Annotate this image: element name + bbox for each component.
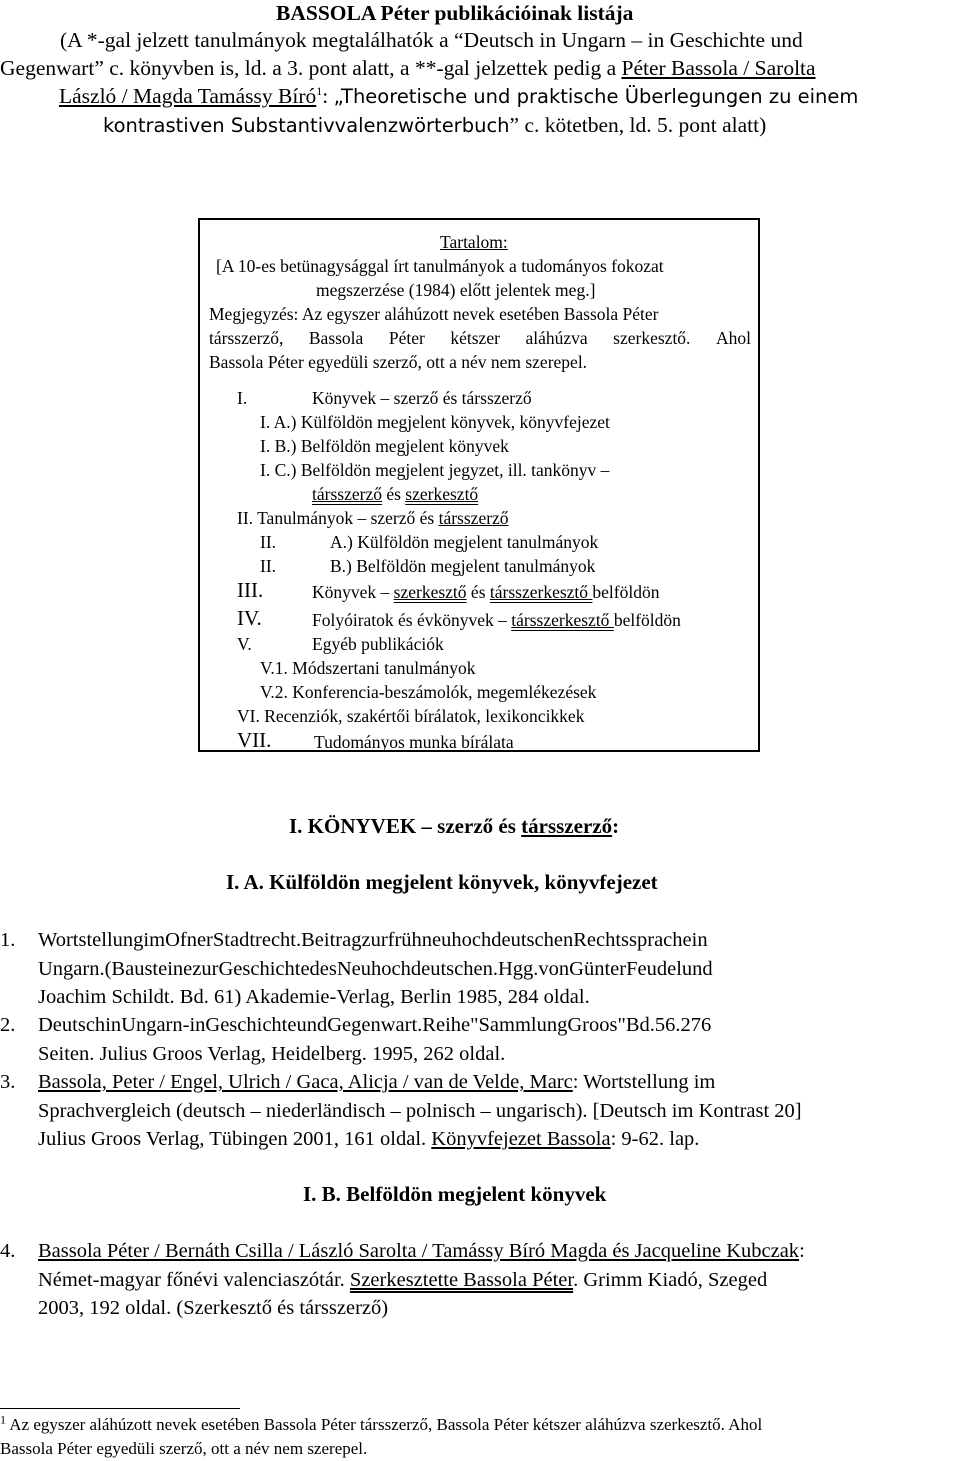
header-line-2: (A *-gal jelzett tanulmányok megtalálhatók a “Deutsch in Ungarn – in Geschichte und bbox=[60, 28, 803, 52]
header-line-5: kontrastiven Substantivvalenzwörterbuch” c. kötetben, ld. 5. pont alatt) bbox=[103, 113, 767, 137]
item2-line1: DeutschinUngarn-inGeschichteundGegenwart.Reihe"SammlungGroos"Bd.56.276 bbox=[38, 1014, 712, 1036]
item3-authors-link[interactable]: Bassola, Peter / Engel, Ulrich / Gaca, Alicja / van de Velde, Marc bbox=[38, 1071, 573, 1093]
toc-ic-cont[interactable]: társszerző és szerkesztő bbox=[312, 484, 479, 504]
toc-note2-line2: társszerző, Bassola Péter kétszer aláhúzva szerkesztő. Ahol bbox=[209, 328, 751, 348]
toc-ib[interactable]: I. B.) Belföldön megjelent könyvek bbox=[260, 436, 509, 456]
subsection-a-heading: I. A. Külföldön megjelent könyvek, könyvfejezet bbox=[226, 870, 658, 894]
item1-line1: WortstellungimOfnerStadtrecht.BeitragzurfrühneuhochdeutschenRechtssprachein bbox=[38, 929, 708, 951]
section-heading: I. KÖNYVEK – szerző és társszerző: bbox=[289, 814, 620, 838]
toc-iib[interactable]: B.) Belföldön megjelent tanulmányok bbox=[330, 556, 596, 576]
toc-ia[interactable]: I. A.) Külföldön megjelent könyvek, könyvfejezet bbox=[260, 412, 610, 432]
author-link[interactable]: Péter Bassola / Sarolta bbox=[621, 56, 816, 80]
toc-note2-line3: Bassola Péter egyedüli szerző, ott a név nem szerepel. bbox=[209, 352, 588, 372]
toc-note1-line1: [A 10-es betünagysággal írt tanulmányok a tudományos fokozat bbox=[216, 256, 664, 276]
author-link-cont[interactable]: László / Magda Tamássy Bíró bbox=[59, 84, 317, 108]
toc-i-num: I. bbox=[237, 388, 248, 408]
toc-note2-line1: Megjegyzés: Az egyszer aláhúzott nevek esetében Bassola Péter bbox=[209, 304, 659, 324]
toc-iii-num: III. bbox=[237, 578, 264, 602]
item4-line3: 2003, 192 oldal. (Szerkesztő és társszerző) bbox=[38, 1297, 389, 1319]
toc-box bbox=[198, 218, 760, 752]
toc-i[interactable]: Könyvek – szerző és társszerző bbox=[312, 388, 532, 408]
toc-ic[interactable]: I. C.) Belföldön megjelent jegyzet, ill. tankönyv – bbox=[260, 460, 610, 480]
item3-line2: Sprachvergleich (deutsch – niederländisch – polnisch – ungarisch). [Deutsch im Kontrast 20] bbox=[38, 1099, 802, 1122]
item4-line1: Bassola Péter / Bernáth Csilla / László Sarolta / Tamássy Bíró Magda és Jacqueline Kubczak: bbox=[38, 1240, 805, 1262]
toc-note1-line2: megszerzése (1984) előtt jelentek meg.] bbox=[316, 280, 596, 300]
item2-line2: Seiten. Julius Groos Verlag, Heidelberg. 1995, 262 oldal. bbox=[38, 1042, 506, 1065]
footnote-rule bbox=[0, 1408, 240, 1409]
page-title: BASSOLA Péter publikációinak listája bbox=[276, 1, 634, 25]
item4-editor-link[interactable]: Szerkesztette Bassola Péter bbox=[349, 1268, 574, 1291]
toc-title: Tartalom: bbox=[440, 232, 508, 252]
item3-line1: Bassola, Peter / Engel, Ulrich / Gaca, Alicja / van de Velde, Marc: Wortstellung im bbox=[38, 1071, 716, 1093]
item1-line3: Joachim Schildt. Bd. 61) Akademie-Verlag, Berlin 1985, 284 oldal. bbox=[38, 986, 590, 1008]
item1-line2: Ungarn.(BausteinezurGeschichtedesNeuhochdeutschen.Hgg.vonGünterFeudelund bbox=[38, 957, 713, 980]
item3-chapter-link[interactable]: Könyvfejezet Bassola bbox=[431, 1128, 611, 1150]
toc-v[interactable]: Egyéb publikációk bbox=[312, 634, 444, 654]
toc-iia-num: II. bbox=[260, 532, 277, 552]
toc-v2[interactable]: V.2. Konferencia-beszámolók, megemlékezések bbox=[260, 682, 597, 702]
item3-line3: Julius Groos Verlag, Tübingen 2001, 161 oldal. Könyvfejezet Bassola: 9-62. lap. bbox=[38, 1128, 700, 1150]
item4-line2: Német-magyar főnévi valenciaszótár. Szerkesztette Bassola Péter. Grimm Kiadó, Szeged bbox=[38, 1268, 768, 1291]
item4-authors-link[interactable]: Bassola Péter / Bernáth Csilla / László Sarolta / Tamássy Bíró Magda és Jacqueline Kubczak bbox=[38, 1240, 800, 1262]
document-page: BASSOLA Péter publikációinak listája (A *-gal jelzett tanulmányok megtalálhatók a “Deutsch in Ungarn – in Geschichte und Gegenwart” c. könyvben is, ld. a 3. pont alatt, a **-gal jelzettek pedig a Péter Bassola / Sarolta László / Magda Tamássy Bíró$^1$: „Theoretische und praktische Überlegungen zu einem kontrastiven Substantivvalenzwörterbuch” c. kötetben, ld. 5. pont alatt) Tartalom: [A 10-es betünagysággal írt tanulmányok a tudományos fokozat megszerzése (1984) előtt jelentek meg.] Megjegyzés: Az egyszer aláhúzott nevek esetében Bassola Péter társszerző, Bassola Péter kétszer aláhúzva szerkesztő. Ahol Bassola Péter egyedüli szerző, ott a név nem szerepel. I. Könyvek – szerző és társszerző I. A.) Külföldön megjelent könyvek, könyvfejezet I. B.) Belföldön megjelent könyvek I. C.) Belföldön megjelent jegyzet, ill. tankönyv – társszerző és szerkesztő II. Tanulmányok – szerző és társszerző II. A.) Külföldön megjelent tanulmányok II. B.) Belföldön megjelent tanulmányok III. Könyvek – szerkesztő és társszerkesztő belföldön IV. Folyóiratok és évkönyvek – társszerkesztő belföldön V. Egyéb publikációk V.1. Módszertani tanulmányok V.2. Konferencia-beszámolók, megemlékezések VI. Recenziók, szakértői bírálatok, lexikoncikkek VII. Tudományos munka bírálata I. KÖNYVEK – szerző és társszerző: I. A. Külföldön megjelent könyvek, könyvfejezet 1. WortstellungimOfnerStadtrecht.BeitragzurfrühneuhochdeutschenRechtssprachein Ungarn.(BausteinezurGeschichtedesNeuhochdeutschen.Hgg.vonGünterFeudelund Joachim Schildt. Bd. 61) Akademie-Verlag, Berlin 1985, 284 oldal. 2. DeutschinUngarn-inGeschichteundGegenwart.Reihe"SammlungGroos"Bd.56.276 Seiten. Julius Groos Verlag, Heidelberg. 1995, 262 oldal. 3. Bassola, Peter / Engel, Ulrich / Gaca, Alicja / van de Velde, Marc: Wortstellung im Sprachvergleich (deutsch – niederländisch – polnisch – ungarisch). [Deutsch im Kontrast 20] Julius Groos Verlag, Tübingen 2001, 161 oldal. Könyvfejezet Bassola: 9-62. lap. I. B. Belföldön megjelent könyvek 4. Bassola Péter / Bernáth Csilla / László Sarolta / Tamássy Bíró Magda és Jacqueline Kubczak: Német-magyar főnévi valenciaszótár. Szerkesztette Bassola Péter. Grimm Kiadó, Szeged 2003, 192 oldal. (Szerkesztő és társszerző) $^1$ Az egyszer aláhúzott nevek esetében Bassola Péter társszerző, Bassola Péter kétszer aláhúzva szerkesztő. Ahol Bassola Péter egyedüli szerző, ott a név nem szerepel. bbox=[0, 0, 960, 1460]
toc-iv[interactable]: Folyóiratok és évkönyvek – társszerkesztő belföldön bbox=[312, 610, 681, 630]
toc-iib-num: II. bbox=[260, 556, 277, 576]
footnote: $^1$ Az egyszer aláhúzott nevek esetében Bassola Péter társszerző, Bassola Péter kétszer aláhúzva szerkesztő. Ahol Bassola Péter egyedüli szerző, ott a név nem szerepel. bbox=[0, 1412, 763, 1458]
toc-iia[interactable]: A.) Külföldön megjelent tanulmányok bbox=[330, 532, 599, 552]
toc-vii-num: VII. bbox=[237, 728, 272, 752]
toc-iii[interactable]: Könyvek – szerkesztő és társszerkesztő belföldön bbox=[312, 582, 660, 602]
footnote-ref[interactable]: 1 bbox=[316, 83, 323, 98]
subsection-b-heading: I. B. Belföldön megjelent könyvek bbox=[303, 1182, 607, 1206]
header-line-3: Gegenwart” c. könyvben is, ld. a 3. pont alatt, a **-gal jelzettek pedig a Péter Bassola / Sarolta bbox=[0, 56, 816, 80]
toc-vii[interactable]: Tudományos munka bírálata bbox=[314, 732, 514, 752]
toc-iv-num: IV. bbox=[237, 606, 262, 630]
toc-vi[interactable]: VI. Recenziók, szakértői bírálatok, lexikoncikkek bbox=[237, 706, 585, 726]
toc-v-num: V. bbox=[237, 634, 252, 654]
toc-ii[interactable]: II. Tanulmányok – szerző és társszerző bbox=[237, 508, 509, 528]
header-line-4: László / Magda Tamássy Bíró$^1$: „Theoretische und praktische Überlegungen zu einem bbox=[59, 83, 859, 108]
toc-v1[interactable]: V.1. Módszertani tanulmányok bbox=[260, 658, 476, 678]
